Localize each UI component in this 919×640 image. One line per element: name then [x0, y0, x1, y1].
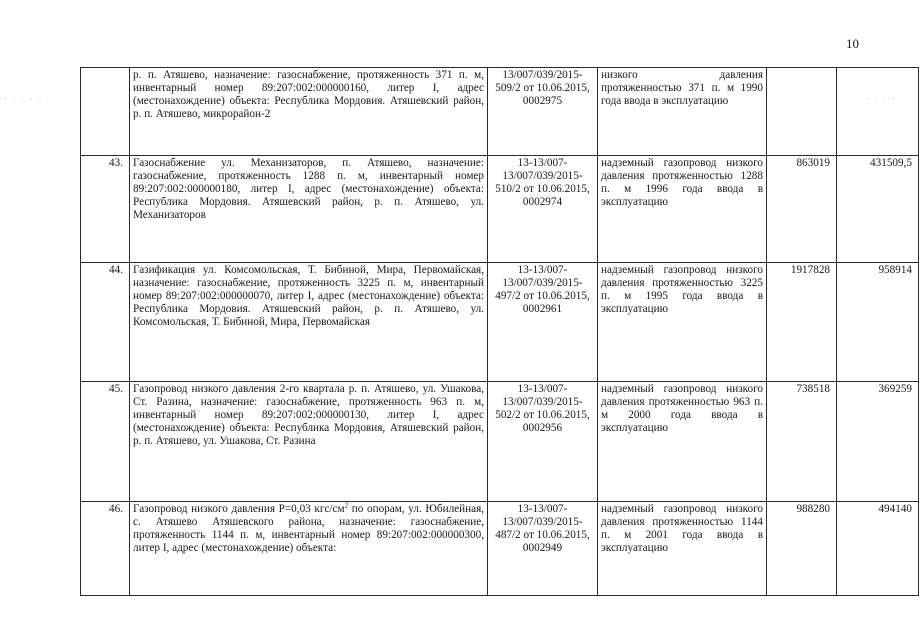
registration-record: 13-13/007-13/007/039/2015-510/2 от 10.06.2015, 0002974: [488, 156, 598, 263]
balance-value: 988280: [767, 502, 837, 596]
object-description: [130, 502, 488, 596]
row-number: [81, 68, 130, 156]
table-row: [81, 156, 919, 263]
description-start: Газопровод низкого давления Р=0,03 кгс/см: [133, 503, 345, 515]
residual-value: 494140: [837, 502, 919, 596]
object-description: Газопровод низкого давления 2-го квартала р. п. Атяшево, ул. Ушакова, Ст. Разина, назначение: газоснабжение, протяженность 963 п. м, инвентарный номер 89:207:002:000000130, литер I, адрес (местонахождение) объекта: Республика Мордовия, Атяшевский район, р. п. Атяшево, ул. Ушакова, Ст. Разина: [130, 382, 488, 502]
balance-value: 738518: [767, 382, 837, 502]
object-characteristics: надземный газопровод низкого давления протяженностью 3225 п. м 1995 года ввода в эксплуатацию: [598, 263, 767, 382]
balance-value: 1917828: [767, 263, 837, 382]
registration-record: 13-13/007-13/007/039/2015-502/2 от 10.06.2015, 0002956: [488, 382, 598, 502]
table-row: [81, 502, 919, 596]
left-margin-scan-mark: · · · · ·: [4, 95, 44, 104]
residual-value: [837, 68, 919, 156]
residual-value: 958914: [837, 263, 919, 382]
row-number: 44.: [81, 263, 130, 382]
residual-value: 369259: [837, 382, 919, 502]
object-characteristics: низкого давления протяженностью 371 п. м 1990 года ввода в эксплуатацию: [598, 68, 767, 156]
balance-value: [767, 68, 837, 156]
object-description: Газификация ул. Комсомольская, Т. Бибиной, Мира, Первомайская, назначение: газоснабжение, протяженность 3225 п. м, инвентарный номер 89:207:002:000000070, литер I, адрес (местонахождение) объекта: Республика Мордовия. Атяшевский район, р. п. Атяшево, ул. Комсомольская, Т. Бибиной, Мира, Первомайская: [130, 263, 488, 382]
object-characteristics: надземный газопровод низкого давления протяженностью 963 п. м 2000 года ввода в эксплуатацию: [598, 382, 767, 502]
object-characteristics: надземный газопровод низкого давления протяженностью 1288 п. м 1996 года ввода в эксплуатацию: [598, 156, 767, 263]
registration-record: 13/007/039/2015-509/2 от 10.06.2015, 0002975: [488, 68, 598, 156]
object-description: Газоснабжение ул. Механизаторов, п. Атяшево, назначение: газоснабжение, протяженность 1288 п. м, инвентарный номер 89:207:002:000000180, литер I, адрес (местонахождение) объекта: Республика Мордовия. Атяшевский район, р. п. Атяшево, ул. Механизаторов: [130, 156, 488, 263]
property-table: [80, 67, 912, 595]
page-number: 10: [846, 36, 859, 51]
residual-value: 431509,5: [837, 156, 919, 263]
table-row: [81, 68, 919, 156]
object-description: р. п. Атяшево, назначение: газоснабжение, протяженность 371 п. м, инвентарный номер 89:207:002:000000160, литер I, адрес (местонахождение) объекта: Республика Мордовия. Атяшевский район, р. п. Атяшево, микрорайон-2: [130, 68, 488, 156]
balance-value: 863019: [767, 156, 837, 263]
row-number: 43.: [81, 156, 130, 263]
right-margin-scan-mark: · · · ·: [866, 95, 897, 104]
unit-superscript: 2: [344, 501, 349, 510]
table-row: [81, 263, 919, 382]
registration-record: 13-13/007-13/007/039/2015-497/2 от 10.06.2015, 0002961: [488, 263, 598, 382]
row-number: 45.: [81, 382, 130, 502]
registration-record: 13-13/007-13/007/039/2015-487/2 от 10.06.2015, 0002949: [488, 502, 598, 596]
table-row: [81, 382, 919, 502]
description-rest: по опорам, ул. Юбилейная, с. Атяшево Атяшевского района, назначение: газоснабжение, протяженность 1144 п. м, инвентарный номер 89:207:002:000000300, литер I, адрес (местонахождение) объекта:: [133, 503, 485, 554]
row-number: 46.: [81, 502, 130, 596]
object-characteristics: надземный газопровод низкого давления протяженностью 1144 п. м 2001 года ввода в эксплуатацию: [598, 502, 767, 596]
